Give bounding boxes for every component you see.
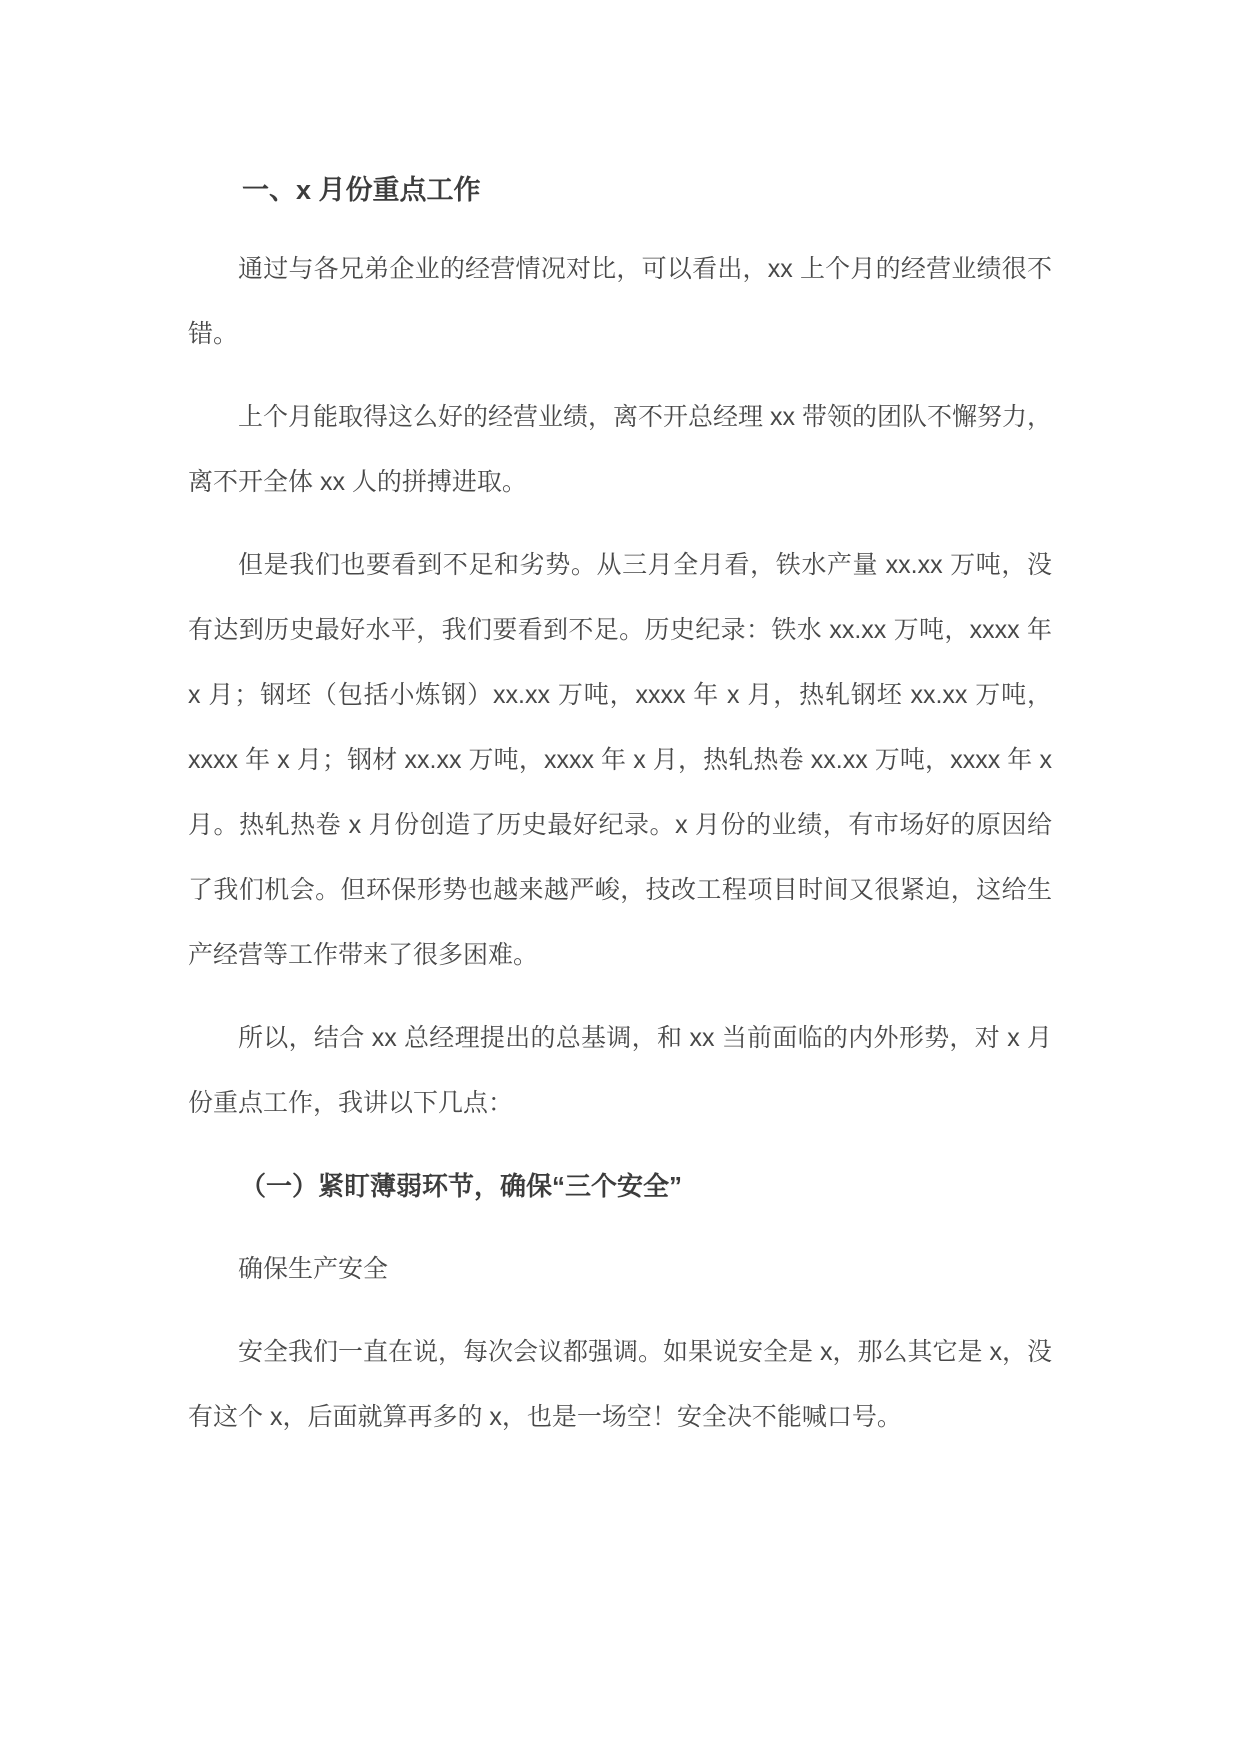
subsection-heading-three-safeties: （一）紧盯薄弱环节，确保“三个安全” [240, 1171, 683, 1201]
document-page [188, 0, 1052, 1450]
subheading-production-safety: 确保生产安全 [238, 1255, 389, 1283]
paragraph-comparison-result: 通过与各兄弟企业的经营情况对比，可以看出，xx 上个月的经营业绩很不错。 [188, 255, 1052, 348]
section-heading-month-key-work: 一、x 月份重点工作 [242, 175, 481, 205]
paragraph-safety-emphasis: 安全我们一直在说，每次会议都强调。如果说安全是 x，那么其它是 x，没有这个 x，后面就算再多的 x，也是一场空！安全决不能喊口号。 [188, 1338, 1052, 1431]
paragraph-shortcomings-records: 但是我们也要看到不足和劣势。从三月全月看，铁水产量 xx.xx 万吨，没有达到历史最好水平，我们要看到不足。历史纪录：铁水 xx.xx 万吨，xxxx 年 x 月；钢坯（包括小炼钢）xx.xx 万吨，xxxx 年 x 月，热轧钢坯 xx.xx 万吨，xxxx 年 x 月；钢材 xx.xx 万吨，xxxx 年 x 月，热轧热卷 xx.xx 万吨，xxxx 年 x 月。热轧热卷 x 月份创造了历史最好纪录。x 月份的业绩，有市场好的原因给了我们机会。但环保形势也越来越严峻，技改工程项目时间又很紧迫，这给生产经营等工作带来了很多困难。 [188, 551, 1052, 969]
paragraph-team-effort: 上个月能取得这么好的经营业绩，离不开总经理 xx 带领的团队不懈努力，离不开全体 xx 人的拼搏进取。 [188, 403, 1052, 496]
paragraph-key-points-intro: 所以，结合 xx 总经理提出的总基调，和 xx 当前面临的内外形势，对 x 月份重点工作，我讲以下几点： [188, 1024, 1052, 1117]
